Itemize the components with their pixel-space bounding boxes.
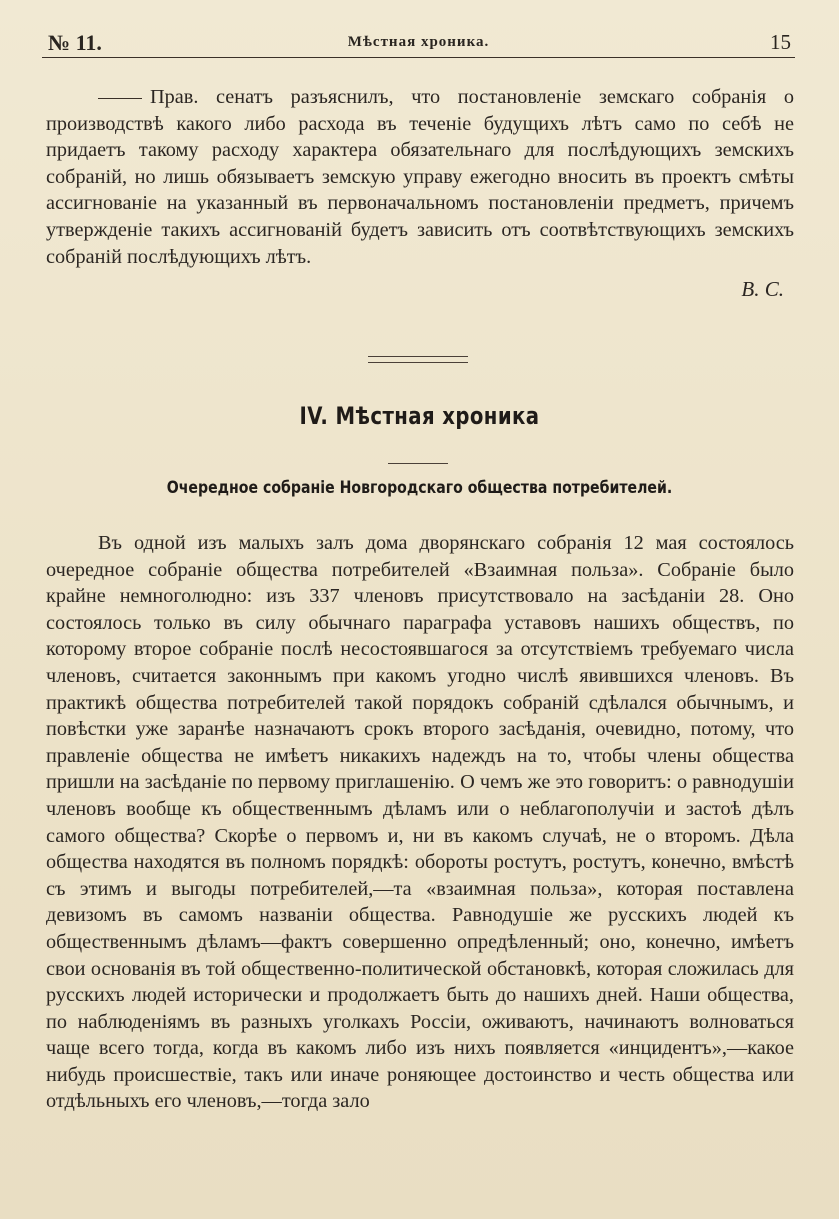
header-rule [42,57,795,58]
issue-number: № 11. [48,30,102,55]
running-title: Мѣстная хроника. [347,34,490,50]
signature: В. С. [741,277,784,302]
chronicle-paragraph: Въ одной изъ малыхъ залъ дома дворянскаго собранія 12 мая состоялось очередное собраніе общества потребителей «Взаимная польза». Собраніе было крайне немноголюдно: изъ 337 членовъ присутствовало на засѣданіи 28. Оно состоялось только въ силу обычнаго параграфа уставовъ нашихъ обществъ, по которому второе собраніе послѣ несостоявшагося за отсутствіемъ требуемаго числа членовъ, считается законнымъ при какомъ угодно числѣ явившихся членовъ. Въ практикѣ общества потребителей такой порядокъ собраній сдѣлался обычнымъ, и повѣстки уже заранѣе назначаютъ срокъ второго засѣданія, очевидно, потому, что правленіе общества не имѣетъ никакихъ надеждъ на то, чтобы члены общества пришли на засѣданіе по первому приглашенію. О чемъ же это говоритъ: о равнодушіи членовъ вообще къ общественнымъ дѣламъ или о неблагополучіи и застоѣ дѣлъ самого общества? Скорѣе о первомъ и, ни въ какомъ случаѣ, не о второмъ. Дѣла общества находятся въ полномъ порядкѣ: обороты ростутъ, ростутъ, конечно, вмѣстѣ съ этимъ и выгоды потребителей,—та «взаимная польза», которая поставлена девизомъ въ самомъ названіи общества. Равнодушіе же русскихъ людей къ общественнымъ дѣламъ—фактъ совершенно опредѣленный; оно, конечно, имѣетъ свои основанія въ той общественно-политической обстановкѣ, которая сложилась для русскихъ людей исторически и продолжаетъ быть до нашихъ дней. Наши общества, по наблюденіямъ въ разныхъ уголкахъ Россіи, оживаютъ, начинаютъ волноваться чаще всего тогда, когда въ какомъ либо изъ нихъ появляется «инцидентъ»,—какое нибудь происшествіе, такъ или иначе роняющее достоинство и честь общества или отдѣльныхъ его членовъ,—тогда зало [46,532,794,1113]
senate-note [46,84,794,303]
section-divider [368,356,468,363]
title-rule [388,463,448,464]
section-title: IV. Мѣстная хроника [299,402,540,430]
article-heading: Очередное собраніе Новгородскаго общества потребителей. [166,478,673,498]
page-number: 15 [770,30,791,54]
senate-note-paragraph [46,84,794,270]
chronicle-article [46,530,794,1115]
running-header [42,30,795,60]
senate-note-text: Прав. сенатъ разъяснилъ, что постановленіе земскаго собранія о производствѣ какого либо расхода въ теченіе будущихъ лѣтъ само по себѣ не придаетъ такому расходу характера обязательнаго для послѣдующихъ земскихъ собраній, но лишь обязываетъ земскую управу ежегодно вносить въ проектъ смѣты ассигнованіе на указанный въ первоначальномъ постановленіи предметъ, причемъ утвержденіе такихъ ассигнованій будетъ зависить отъ соотвѣтствующихъ земскихъ собраній послѣдующихъ лѣтъ. [46,86,794,268]
lead-dash [98,98,142,99]
